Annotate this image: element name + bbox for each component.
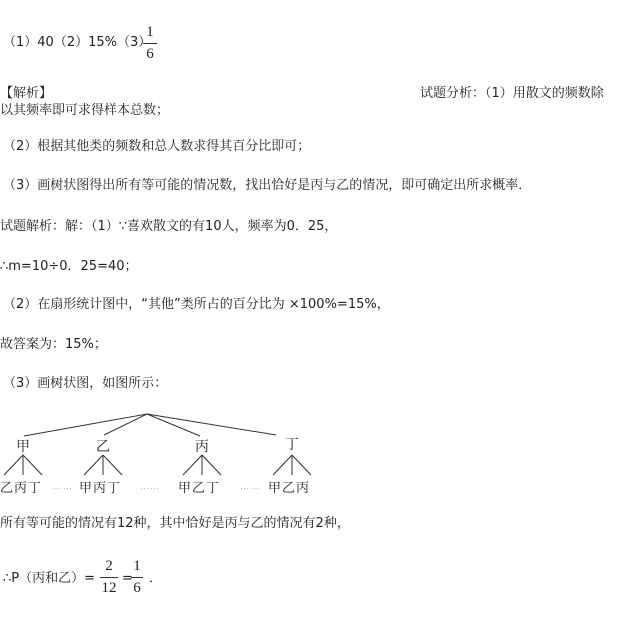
tree-edge	[84, 455, 103, 475]
fraction-numerator: 2	[105, 558, 113, 574]
tree-node-1: 甲	[16, 439, 30, 455]
tree-leaves-3: 甲乙丁	[178, 481, 221, 496]
tree-ellipsis: ……	[240, 482, 260, 492]
tree-edge	[4, 455, 23, 475]
probability-fraction-1	[100, 558, 118, 597]
tree-ellipsis: ……	[140, 482, 160, 492]
answer-fraction	[143, 24, 157, 63]
analysis-line-1: 以其频率即可求得样本总数；	[0, 103, 170, 118]
analysis-heading: 【解析】	[0, 86, 53, 101]
tree-edge	[103, 455, 122, 475]
tree-node-4: 丁	[285, 437, 299, 453]
tree-leaves-4: 甲乙丙	[268, 481, 311, 496]
tree-edge	[24, 414, 147, 436]
tree-leaves-2: 甲丙丁	[79, 481, 122, 496]
tree-edge	[104, 414, 147, 435]
fraction-denominator: 12	[101, 580, 117, 596]
equals-sign: =	[122, 571, 133, 586]
conclusion-line-1: 所有等可能的情况有12种，其中恰好是丙与乙的情况有2种，	[0, 516, 350, 531]
period: ．	[149, 571, 163, 586]
fraction-bar	[143, 43, 157, 44]
tree-edge	[23, 455, 42, 475]
probability-fraction-2	[131, 558, 143, 597]
tree-edge	[147, 414, 200, 436]
analysis-right-text: 试题分析：（1）用散文的频数除	[420, 86, 604, 101]
solution-line-1: 试题解析：解：（1）∵喜欢散文的有10人，频率为0．25，	[0, 219, 338, 234]
fraction-numerator: 1	[133, 558, 141, 574]
tree-edge	[147, 414, 276, 435]
probability-prefix: ∴P（丙和乙）=	[3, 571, 96, 586]
solution-line-5: （3）画树状图，如图所示：	[3, 376, 168, 391]
solution-line-4: 故答案为：15%；	[0, 337, 107, 352]
fraction-denominator: 6	[133, 580, 141, 596]
tree-node-2: 乙	[96, 439, 110, 455]
tree-edge	[202, 455, 221, 475]
solution-line-3: （2）在扇形统计图中，“其他”类所占的百分比为 ×100%=15%，	[3, 297, 390, 312]
fraction-bar	[100, 577, 118, 578]
tree-leaves-1: 乙丙丁	[0, 481, 43, 496]
tree-edge	[292, 455, 311, 475]
tree-node-3: 丙	[195, 439, 209, 455]
tree-edge	[273, 455, 292, 475]
fraction-denominator: 6	[146, 46, 154, 62]
fraction-numerator: 1	[146, 24, 154, 40]
tree-edge	[183, 455, 202, 475]
fraction-bar	[131, 577, 143, 578]
tree-ellipsis: ……	[53, 482, 73, 492]
solution-line-2: ∴m=10÷0．25=40；	[0, 259, 138, 274]
analysis-line-3: （3）画树状图得出所有等可能的情况数，找出恰好是丙与乙的情况，即可确定出所求概率．	[3, 178, 532, 193]
analysis-line-2: （2）根据其他类的频数和总人数求得其百分比即可；	[3, 139, 311, 154]
answer-line: （1）40（2）15%（3）	[3, 35, 152, 50]
